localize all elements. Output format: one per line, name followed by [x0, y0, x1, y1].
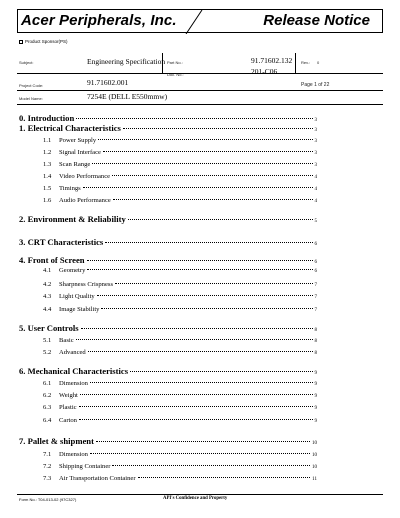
part-no-value: 91.71602.132 [251, 56, 293, 65]
toc-entry-title: 2. Environment & Reliability [19, 214, 126, 224]
toc-section-entry[interactable] [19, 214, 317, 224]
toc-page-number: 6 [314, 260, 317, 265]
toc-page-number: 10 [312, 453, 317, 458]
toc-page-number: 9 [314, 371, 317, 376]
toc-page-number: 8 [314, 339, 317, 344]
toc-section-entry[interactable] [19, 123, 317, 133]
toc-entry-title: 7. Pallet & shipment [19, 436, 94, 446]
toc-dot-leader [76, 118, 312, 119]
toc-page-number: 9 [314, 382, 317, 387]
toc-entry-number: 1.4 [43, 173, 52, 180]
toc-subsection-entry[interactable] [43, 404, 317, 411]
release-notice-title: Release Notice [263, 12, 370, 29]
toc-entry-number: 5.1 [43, 337, 52, 344]
toc-section-entry[interactable] [19, 436, 317, 446]
toc-dot-leader [80, 394, 313, 395]
toc-dot-leader [115, 283, 312, 284]
toc-section-entry[interactable] [19, 255, 317, 265]
company-name: Acer Peripherals, Inc. [21, 12, 177, 29]
toc-entry-title: 3. CRT Characteristics [19, 237, 104, 247]
toc-dot-leader [130, 371, 312, 372]
toc-entry-title: Weight [59, 392, 78, 399]
toc-entry-number: 1.1 [43, 137, 52, 144]
toc-dot-leader [81, 328, 313, 329]
toc-subsection-entry[interactable] [43, 185, 317, 192]
toc-entry-number: 7.2 [43, 463, 52, 470]
toc-dot-leader [113, 199, 313, 200]
toc-page-number: 7 [314, 295, 317, 300]
toc-section-entry[interactable] [19, 113, 317, 123]
toc-subsection-entry[interactable] [43, 281, 317, 288]
toc-subsection-entry[interactable] [43, 349, 317, 356]
toc-subsection-entry[interactable] [43, 149, 317, 156]
rev-value: 0 [317, 60, 320, 65]
toc-entry-title: Dimension [59, 380, 88, 387]
checkbox-label: Product Sponsor(PS) [25, 39, 68, 44]
form-number: Form No.: T04-013-02 (97C327) [19, 497, 77, 502]
toc-dot-leader [103, 151, 313, 152]
checkbox-icon [19, 40, 23, 44]
toc-entry-title: Image Stability [59, 306, 100, 313]
toc-dot-leader [92, 163, 312, 164]
toc-subsection-entry[interactable] [43, 475, 317, 482]
toc-page-number: 5 [314, 219, 317, 224]
toc-dot-leader [87, 269, 312, 270]
toc-entry-title: Video Performance [59, 173, 111, 180]
project-code-value: 91.71602.001 [87, 78, 129, 87]
toc-page-number: 9 [314, 394, 317, 399]
toc-section-entry[interactable] [19, 366, 317, 376]
toc-dot-leader [90, 382, 313, 383]
toc-section-entry[interactable] [19, 323, 317, 333]
toc-dot-leader [88, 351, 313, 352]
toc-subsection-entry[interactable] [43, 306, 317, 313]
toc-entry-title: Sharpness Crispness [59, 281, 114, 288]
toc-entry-number: 7.1 [43, 451, 52, 458]
toc-dot-leader [83, 187, 313, 188]
toc-subsection-entry[interactable] [43, 197, 317, 204]
part-no-label: Part No.: [167, 60, 183, 65]
toc-entry-number: 7.3 [43, 475, 52, 482]
toc-entry-number: 6.2 [43, 392, 52, 399]
toc-page-number: 8 [314, 351, 317, 356]
toc-entry-title: Geometry [59, 267, 86, 274]
toc-page-number: 7 [314, 283, 317, 288]
toc-dot-leader [98, 139, 312, 140]
toc-page-number: 7 [314, 308, 317, 313]
toc-entry-title: 4. Front of Screen [19, 255, 85, 265]
doc-no-label: Doc. No.: [167, 72, 184, 77]
project-code-label: Project Code: [19, 83, 44, 88]
toc-entry-title: Scan Range [59, 161, 91, 168]
toc-entry-title: Audio Performance [59, 197, 111, 204]
toc-subsection-entry[interactable] [43, 451, 317, 458]
model-name-label: Model Name: [19, 96, 43, 101]
toc-page-number: 3 [314, 139, 317, 144]
toc-entry-title: Air Transportation Container [59, 475, 136, 482]
toc-page-number: 3 [314, 128, 317, 133]
toc-entry-title: Timings [59, 185, 81, 192]
toc-subsection-entry[interactable] [43, 293, 317, 300]
toc-dot-leader [79, 406, 313, 407]
toc-dot-leader [79, 419, 313, 420]
product-sponsor-checkbox-line [19, 39, 68, 44]
toc-entry-title: Dimension [59, 451, 88, 458]
toc-subsection-entry[interactable] [43, 337, 317, 344]
confidential-notice: API's Confidence and Property [163, 496, 228, 501]
toc-subsection-entry[interactable] [43, 161, 317, 168]
subject-label: Subject: [19, 60, 34, 65]
toc-subsection-entry[interactable] [43, 417, 317, 424]
toc-entry-number: 6.4 [43, 417, 52, 424]
toc-dot-leader [76, 339, 313, 340]
toc-entry-title: 6. Mechanical Characteristics [19, 366, 129, 376]
toc-page-number: 3 [314, 163, 317, 168]
toc-section-entry[interactable] [19, 237, 317, 247]
toc-entry-title: Advanced [59, 349, 86, 356]
toc-dot-leader [87, 260, 313, 261]
toc-page-number: 4 [314, 199, 317, 204]
toc-entry-number: 4.4 [43, 306, 52, 313]
toc-page-number: 3 [314, 151, 317, 156]
toc-entry-title: Carton [59, 417, 77, 424]
toc-entry-number: 1.2 [43, 149, 52, 156]
toc-dot-leader [112, 465, 310, 466]
toc-page-number: 11 [312, 477, 317, 482]
toc-entry-title: Basic [59, 337, 74, 344]
toc-dot-leader [138, 477, 311, 478]
toc-entry-number: 4.3 [43, 293, 52, 300]
toc-entry-number: 4.1 [43, 267, 52, 274]
info-row-model [17, 90, 383, 105]
page-indicator: Page 1 of 22 [301, 82, 330, 88]
toc-subsection-entry[interactable] [43, 137, 317, 144]
toc-entry-number: 6.3 [43, 404, 52, 411]
toc-subsection-entry[interactable] [43, 267, 317, 274]
subject-value: Engineering Specification [87, 57, 166, 66]
toc-entry-title: Light Quality [59, 293, 95, 300]
toc-subsection-entry[interactable] [43, 173, 317, 180]
toc-entry-number: 5.2 [43, 349, 52, 356]
toc-dot-leader [90, 453, 310, 454]
toc-entry-number: 1.5 [43, 185, 52, 192]
toc-page-number: 4 [314, 175, 317, 180]
toc-dot-leader [105, 242, 312, 243]
toc-page-number: 10 [312, 441, 317, 446]
toc-page-number: 8 [314, 328, 317, 333]
toc-entry-number: 1.3 [43, 161, 52, 168]
toc-entry-title: Plastic [59, 404, 77, 411]
header-banner [17, 9, 383, 33]
toc-entry-number: 1.6 [43, 197, 52, 204]
toc-entry-title: Shipping Container [59, 463, 111, 470]
toc-subsection-entry[interactable] [43, 463, 317, 470]
toc-entry-title: 1. Electrical Characteristics [19, 123, 121, 133]
rev-label: Rev.: [301, 60, 311, 65]
toc-page-number: 9 [314, 419, 317, 424]
toc-entry-title: 5. User Controls [19, 323, 79, 333]
toc-entry-number: 4.2 [43, 281, 52, 288]
toc-page-number: 3 [314, 118, 317, 123]
toc-entry-title: Power Supply [59, 137, 97, 144]
footer-divider [17, 494, 383, 495]
toc-dot-leader [123, 128, 313, 129]
doc-no-value: 201-C06 [251, 67, 278, 76]
toc-dot-leader [97, 295, 313, 296]
info-row-subject [17, 53, 383, 74]
toc-page-number: 4 [314, 187, 317, 192]
toc-entry-number: 6.1 [43, 380, 52, 387]
toc-page-number: 6 [314, 242, 317, 247]
toc-page-number: 9 [314, 406, 317, 411]
toc-dot-leader [96, 441, 310, 442]
toc-dot-leader [112, 175, 312, 176]
toc-dot-leader [101, 308, 312, 309]
toc-entry-title: Signal Interface [59, 149, 101, 156]
toc-dot-leader [128, 219, 313, 220]
toc-subsection-entry[interactable] [43, 380, 317, 387]
model-name-value: 7254E (DELL E550mmw) [87, 92, 168, 101]
toc-entry-title: 0. Introduction [19, 113, 75, 123]
toc-page-number: 10 [312, 465, 317, 470]
toc-subsection-entry[interactable] [43, 392, 317, 399]
toc-page-number: 6 [314, 269, 317, 274]
